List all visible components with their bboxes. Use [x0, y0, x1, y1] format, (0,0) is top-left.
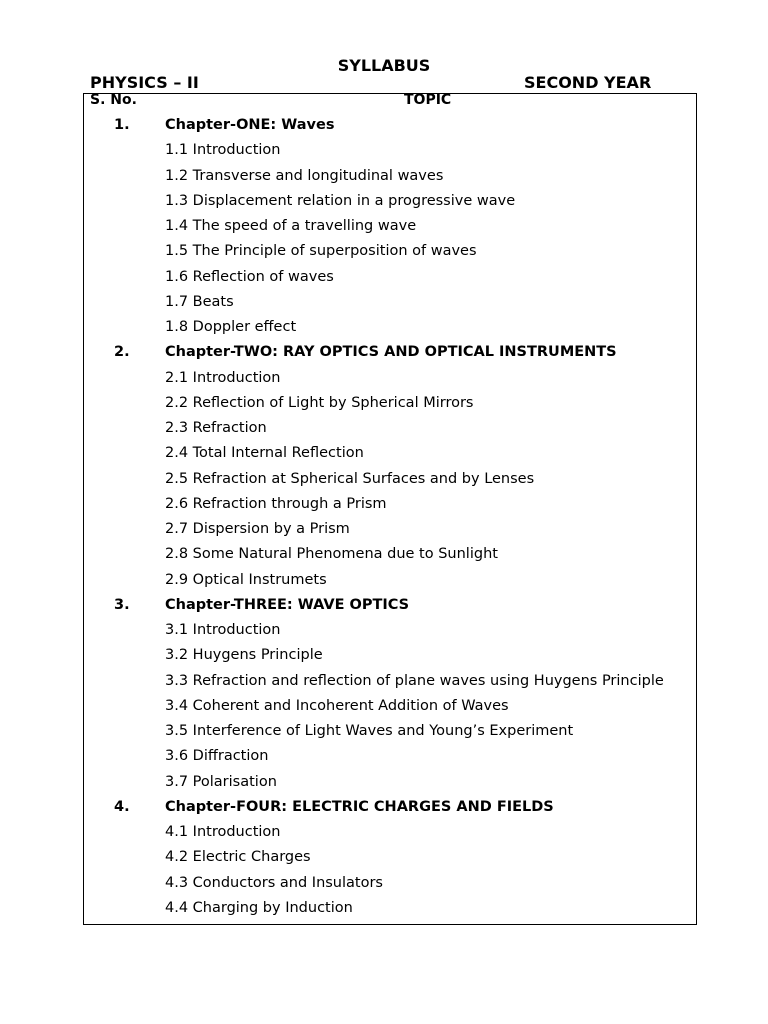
column-header-sno: S. No.: [90, 92, 137, 108]
chapter-row: [83, 595, 697, 620]
topic-row: [83, 191, 697, 216]
topic-text: 1.6 Reflection of waves: [165, 268, 334, 285]
chapter-title: Chapter-ONE: Waves: [165, 117, 335, 133]
document-title: SYLLABUS: [337, 56, 431, 75]
topic-text: 2.3 Refraction: [165, 420, 267, 436]
topic-row: [83, 443, 697, 468]
topic-row: [83, 216, 697, 241]
subject-title: PHYSICS – II: [90, 73, 199, 92]
topic-row: [83, 368, 697, 393]
topic-row: [83, 822, 697, 847]
topic-row: [83, 418, 697, 443]
chapter-row: [83, 342, 697, 367]
topic-text: 1.5 The Principle of superposition of waves: [165, 243, 477, 260]
topic-row: [83, 620, 697, 645]
topic-row: [83, 140, 697, 165]
topic-row: [83, 570, 697, 595]
topic-text: 3.2 Huygens Principle: [165, 647, 323, 664]
topic-text: 2.7 Dispersion by a Prism: [165, 521, 350, 537]
topic-row: [83, 746, 697, 771]
topic-text: 2.5 Refraction at Spherical Surfaces and by Lenses: [165, 470, 535, 487]
topic-row: [83, 772, 697, 797]
column-header-topic: TOPIC: [404, 92, 452, 108]
topic-text: 3.5 Interference of Light Waves and Young’s Experiment: [165, 723, 574, 739]
topic-text: 1.4 The speed of a travelling wave: [165, 218, 417, 234]
topic-text: 4.1 Introduction: [165, 824, 281, 840]
topic-text: 1.2 Transverse and longitudinal waves: [165, 167, 444, 184]
chapter-row: [83, 797, 697, 822]
row-serial-number: 2.: [114, 344, 130, 361]
chapter-row: [83, 115, 697, 140]
topic-row: [83, 544, 697, 569]
topic-row: [83, 494, 697, 519]
topic-row: [83, 393, 697, 418]
topic-row: [83, 847, 697, 872]
year-label: SECOND YEAR: [524, 73, 652, 92]
topic-row: [83, 292, 697, 317]
topic-row: [83, 873, 697, 898]
topic-text: 2.6 Refraction through a Prism: [165, 495, 387, 512]
chapter-title: Chapter-THREE: WAVE OPTICS: [165, 596, 410, 613]
topic-text: 1.8 Doppler effect: [165, 319, 297, 335]
topic-row: [83, 898, 697, 923]
chapter-title: Chapter-TWO: RAY OPTICS AND OPTICAL INSTRUMENTS: [165, 344, 617, 361]
topic-text: 3.6 Diffraction: [165, 748, 269, 765]
topic-text: 4.4 Charging by Induction: [165, 899, 353, 916]
topic-row: [83, 317, 697, 342]
row-serial-number: 3.: [114, 596, 130, 613]
topic-text: 3.1 Introduction: [165, 622, 281, 638]
topic-row: [83, 519, 697, 544]
topic-text: 2.2 Reflection of Light by Spherical Mirrors: [165, 394, 474, 411]
topic-text: 2.8 Some Natural Phenomena due to Sunlight: [165, 546, 498, 563]
topic-row: [83, 721, 697, 746]
topic-row: [83, 267, 697, 292]
topic-row: [83, 241, 697, 266]
topic-text: 1.7 Beats: [165, 293, 234, 310]
topic-text: 4.3 Conductors and Insulators: [165, 874, 383, 891]
topic-row: [83, 469, 697, 494]
topic-text: 1.1 Introduction: [165, 142, 281, 159]
topic-text: 3.7 Polarisation: [165, 773, 277, 790]
topic-text: 1.3 Displacement relation in a progressive wave: [165, 192, 516, 209]
topic-text: 3.3 Refraction and reflection of plane waves using Huygens Principle: [165, 672, 664, 689]
syllabus-rows: [83, 115, 697, 923]
topic-text: 2.1 Introduction: [165, 369, 281, 386]
topic-row: [83, 166, 697, 191]
topic-row: [83, 696, 697, 721]
row-serial-number: 4.: [114, 798, 130, 815]
chapter-title: Chapter-FOUR: ELECTRIC CHARGES AND FIELDS: [165, 798, 554, 815]
row-serial-number: 1.: [114, 117, 130, 133]
topic-text: 3.4 Coherent and Incoherent Addition of Waves: [165, 697, 509, 714]
topic-text: 4.2 Electric Charges: [165, 849, 311, 866]
topic-text: 2.4 Total Internal Reflection: [165, 445, 364, 462]
topic-row: [83, 645, 697, 670]
topic-row: [83, 671, 697, 696]
topic-text: 2.9 Optical Instrumets: [165, 571, 327, 588]
